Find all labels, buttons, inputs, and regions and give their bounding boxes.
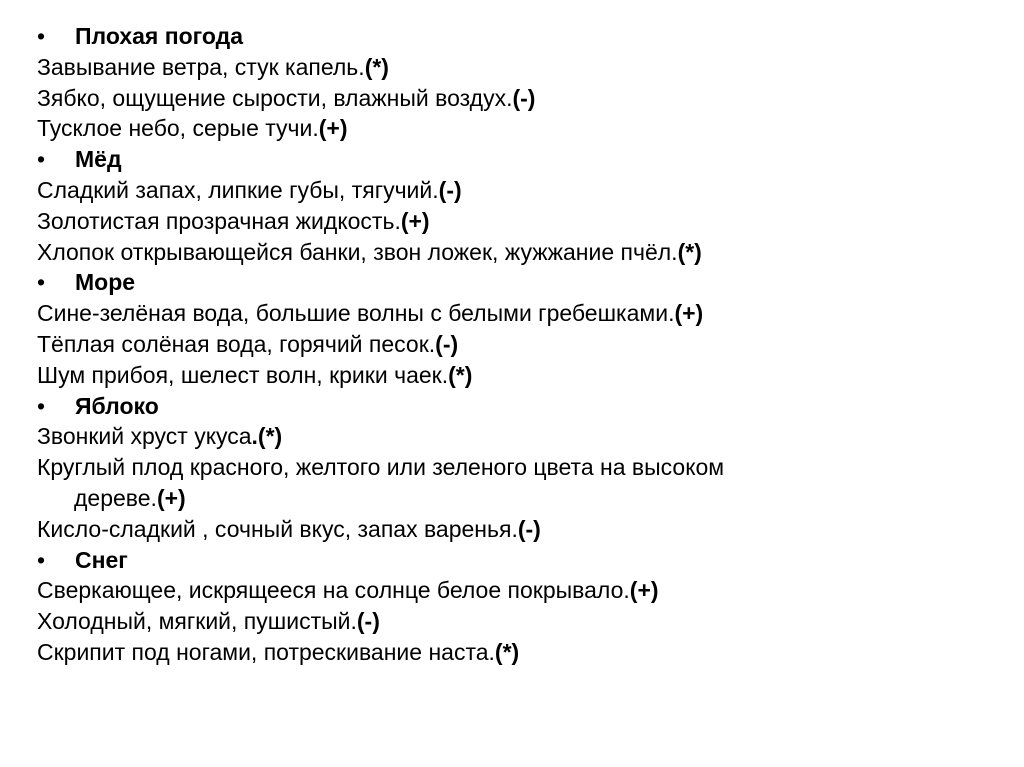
item-mark: (*) [448,361,473,388]
list-item [37,637,997,668]
bullet-icon: • [37,392,46,419]
item-text: Кисло-сладкий , сочный вкус, запах варенья. [37,515,518,542]
item-mark: (+) [629,577,659,604]
item-text: Хлопок открывающейся банки, звон ложек, жужжание пчёл. [37,238,678,265]
section-heading [37,267,997,298]
bullet-icon: • [37,546,46,573]
list-item [37,298,997,329]
item-text: Тёплая солёная вода, горячий песок. [37,330,436,357]
list-item [37,360,997,391]
list-item [37,575,997,606]
item-mark: (+) [674,300,704,327]
item-text: Зябко, ощущение сырости, влажный воздух. [37,84,513,111]
list-item [37,206,997,237]
list-item [37,237,997,268]
section-heading [37,391,997,422]
list-item [37,606,997,637]
item-text: Завывание ветра, стук капель. [37,53,365,80]
item-text: Скрипит под ногами, потрескивание наста. [37,638,495,665]
section-heading [37,144,997,175]
section-heading [37,545,997,576]
bullet-icon: • [37,23,46,49]
item-text: Сине-зелёная вода, большие волны с белыми гребешками. [37,300,675,327]
list-item [37,52,997,83]
list-item-continuation [37,483,997,514]
item-text: Тусклое небо, серые тучи. [37,115,319,142]
heading-text: Плохая погода [75,23,244,49]
item-mark: (*) [677,238,702,265]
item-text: дереве. [74,484,157,511]
list-item [37,514,997,545]
list-item [37,113,997,144]
section-heading [37,21,997,52]
item-text: Сладкий запах, липкие губы, тягучий. [37,176,439,203]
list-item [37,175,997,206]
item-mark: (+) [318,115,348,142]
slide-content [37,21,997,668]
heading-text: Море [75,269,136,296]
bullet-icon: • [37,269,46,296]
item-mark: (*) [364,53,389,80]
list-item [37,452,997,483]
item-mark: (-) [435,330,459,357]
list-item [37,83,997,114]
item-mark: (+) [400,207,430,234]
item-mark: (*) [494,638,520,665]
list-item [37,329,997,360]
heading-text: Мёд [75,146,122,173]
item-text: Шум прибоя, шелест волн, крики чаек. [37,361,449,388]
bullet-icon: • [37,146,46,173]
item-text: Золотистая прозрачная жидкость. [37,207,401,234]
item-text: Круглый плод красного, желтого или зеленого цвета на высоком [37,454,725,481]
item-text: Звонкий хруст укуса [37,423,252,450]
item-text: Холодный, мягкий, пушистый. [37,608,357,635]
item-mark: (-) [512,84,536,111]
item-mark: (-) [517,515,541,542]
item-mark: (-) [356,608,380,635]
item-mark: (-) [438,176,462,203]
item-mark: (+) [156,484,186,511]
heading-text: Яблоко [75,392,159,419]
list-item [37,421,997,452]
item-text: Сверкающее, искрящееся на солнце белое покрывало. [37,577,630,604]
item-mark: .(*) [251,423,283,450]
heading-text: Снег [75,546,128,573]
